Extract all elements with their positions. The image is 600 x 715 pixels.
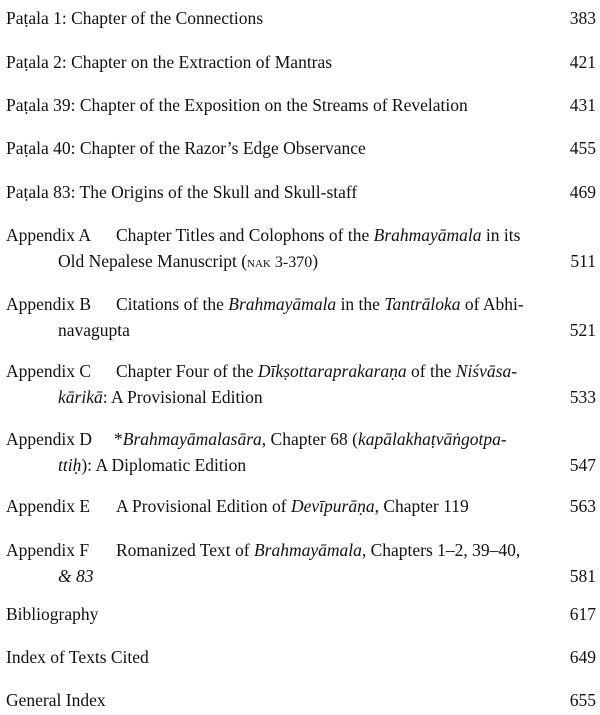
toc-entry-patala-40[interactable] bbox=[6, 135, 596, 161]
toc-page-number: 469 bbox=[569, 182, 596, 202]
toc-entry-label: Paṭala 2: Chapter on the Extraction of Mantras bbox=[6, 52, 333, 72]
toc-entry-label: Paṭala 40: Chapter of the Razor’s Edge Observance bbox=[6, 138, 366, 158]
toc-entry-label: Paṭala 1: Chapter of the Connections bbox=[6, 8, 264, 28]
toc-entry-appendix-e[interactable]: Appendix E A Provisional Edition of Devīpurāṇa, Chapter 119 563 bbox=[6, 493, 596, 519]
toc-page-number: 521 bbox=[569, 320, 596, 340]
toc-entry-index-of-texts[interactable] bbox=[6, 644, 596, 670]
toc-page-number: 383 bbox=[569, 8, 596, 28]
toc-page-number: 431 bbox=[569, 95, 596, 115]
toc-page-number: 617 bbox=[569, 604, 596, 624]
toc-entry-label: Paṭala 39: Chapter of the Exposition on the Streams of Revelation bbox=[6, 95, 468, 115]
toc-page-number: 655 bbox=[569, 690, 596, 710]
toc-page-number: 533 bbox=[569, 387, 596, 407]
toc-entry-bibliography[interactable] bbox=[6, 601, 596, 627]
toc-page-number: 547 bbox=[569, 455, 596, 475]
toc-entry-label: Index of Texts Cited bbox=[6, 647, 149, 667]
toc-page-number: 563 bbox=[569, 496, 596, 516]
toc-page-number: 649 bbox=[569, 647, 596, 667]
toc-entry-patala-1[interactable] bbox=[6, 5, 596, 31]
toc-entry-label: General Index bbox=[6, 690, 106, 710]
appendix-prefix: Appendix E bbox=[6, 496, 91, 516]
toc-entry-patala-2[interactable] bbox=[6, 49, 596, 75]
toc-page-number: 455 bbox=[569, 138, 596, 158]
toc-page-number: 581 bbox=[569, 566, 596, 586]
toc-entry-appendix-d[interactable]: Appendix D *Brahmayāmalasāra, Chapter 68 (kapālakhaṭvāṅgotpa- ttiḥ): A Diplomatic Edition 547 bbox=[6, 426, 596, 478]
appendix-prefix: Appendix F bbox=[6, 540, 90, 560]
toc-page-number: 511 bbox=[570, 251, 596, 271]
toc-entry-appendix-f[interactable]: Appendix F Romanized Text of Brahmayāmala, Chapters 1–2, 39–40, & 83 581 bbox=[6, 537, 596, 589]
appendix-prefix: Appendix B bbox=[6, 294, 92, 314]
toc-entry-label: Paṭala 83: The Origins of the Skull and Skull-staff bbox=[6, 182, 358, 202]
toc-entry-general-index[interactable] bbox=[6, 687, 596, 713]
toc-page-number: 421 bbox=[569, 52, 596, 72]
toc-entry-label: Bibliography bbox=[6, 604, 99, 624]
toc-entry-patala-39[interactable] bbox=[6, 92, 596, 118]
toc-entry-patala-83[interactable] bbox=[6, 179, 596, 205]
appendix-prefix: Appendix D bbox=[6, 429, 93, 449]
toc-entry-appendix-c[interactable]: Appendix C Chapter Four of the Dīkṣottaraprakaraṇa of the Niśvāsa- kārikā: A Provisional Edition 533 bbox=[6, 358, 596, 410]
toc-entry-appendix-a[interactable]: Appendix A Chapter Titles and Colophons of the Brahmayāmala in its Old Nepalese Manuscript (nak 3-370) 511 bbox=[6, 222, 596, 276]
appendix-prefix: Appendix A bbox=[6, 225, 92, 245]
appendix-prefix: Appendix C bbox=[6, 361, 92, 381]
toc-entry-appendix-b[interactable]: Appendix B Citations of the Brahmayāmala in the Tantrāloka of Abhi- navagupta 521 bbox=[6, 291, 596, 343]
